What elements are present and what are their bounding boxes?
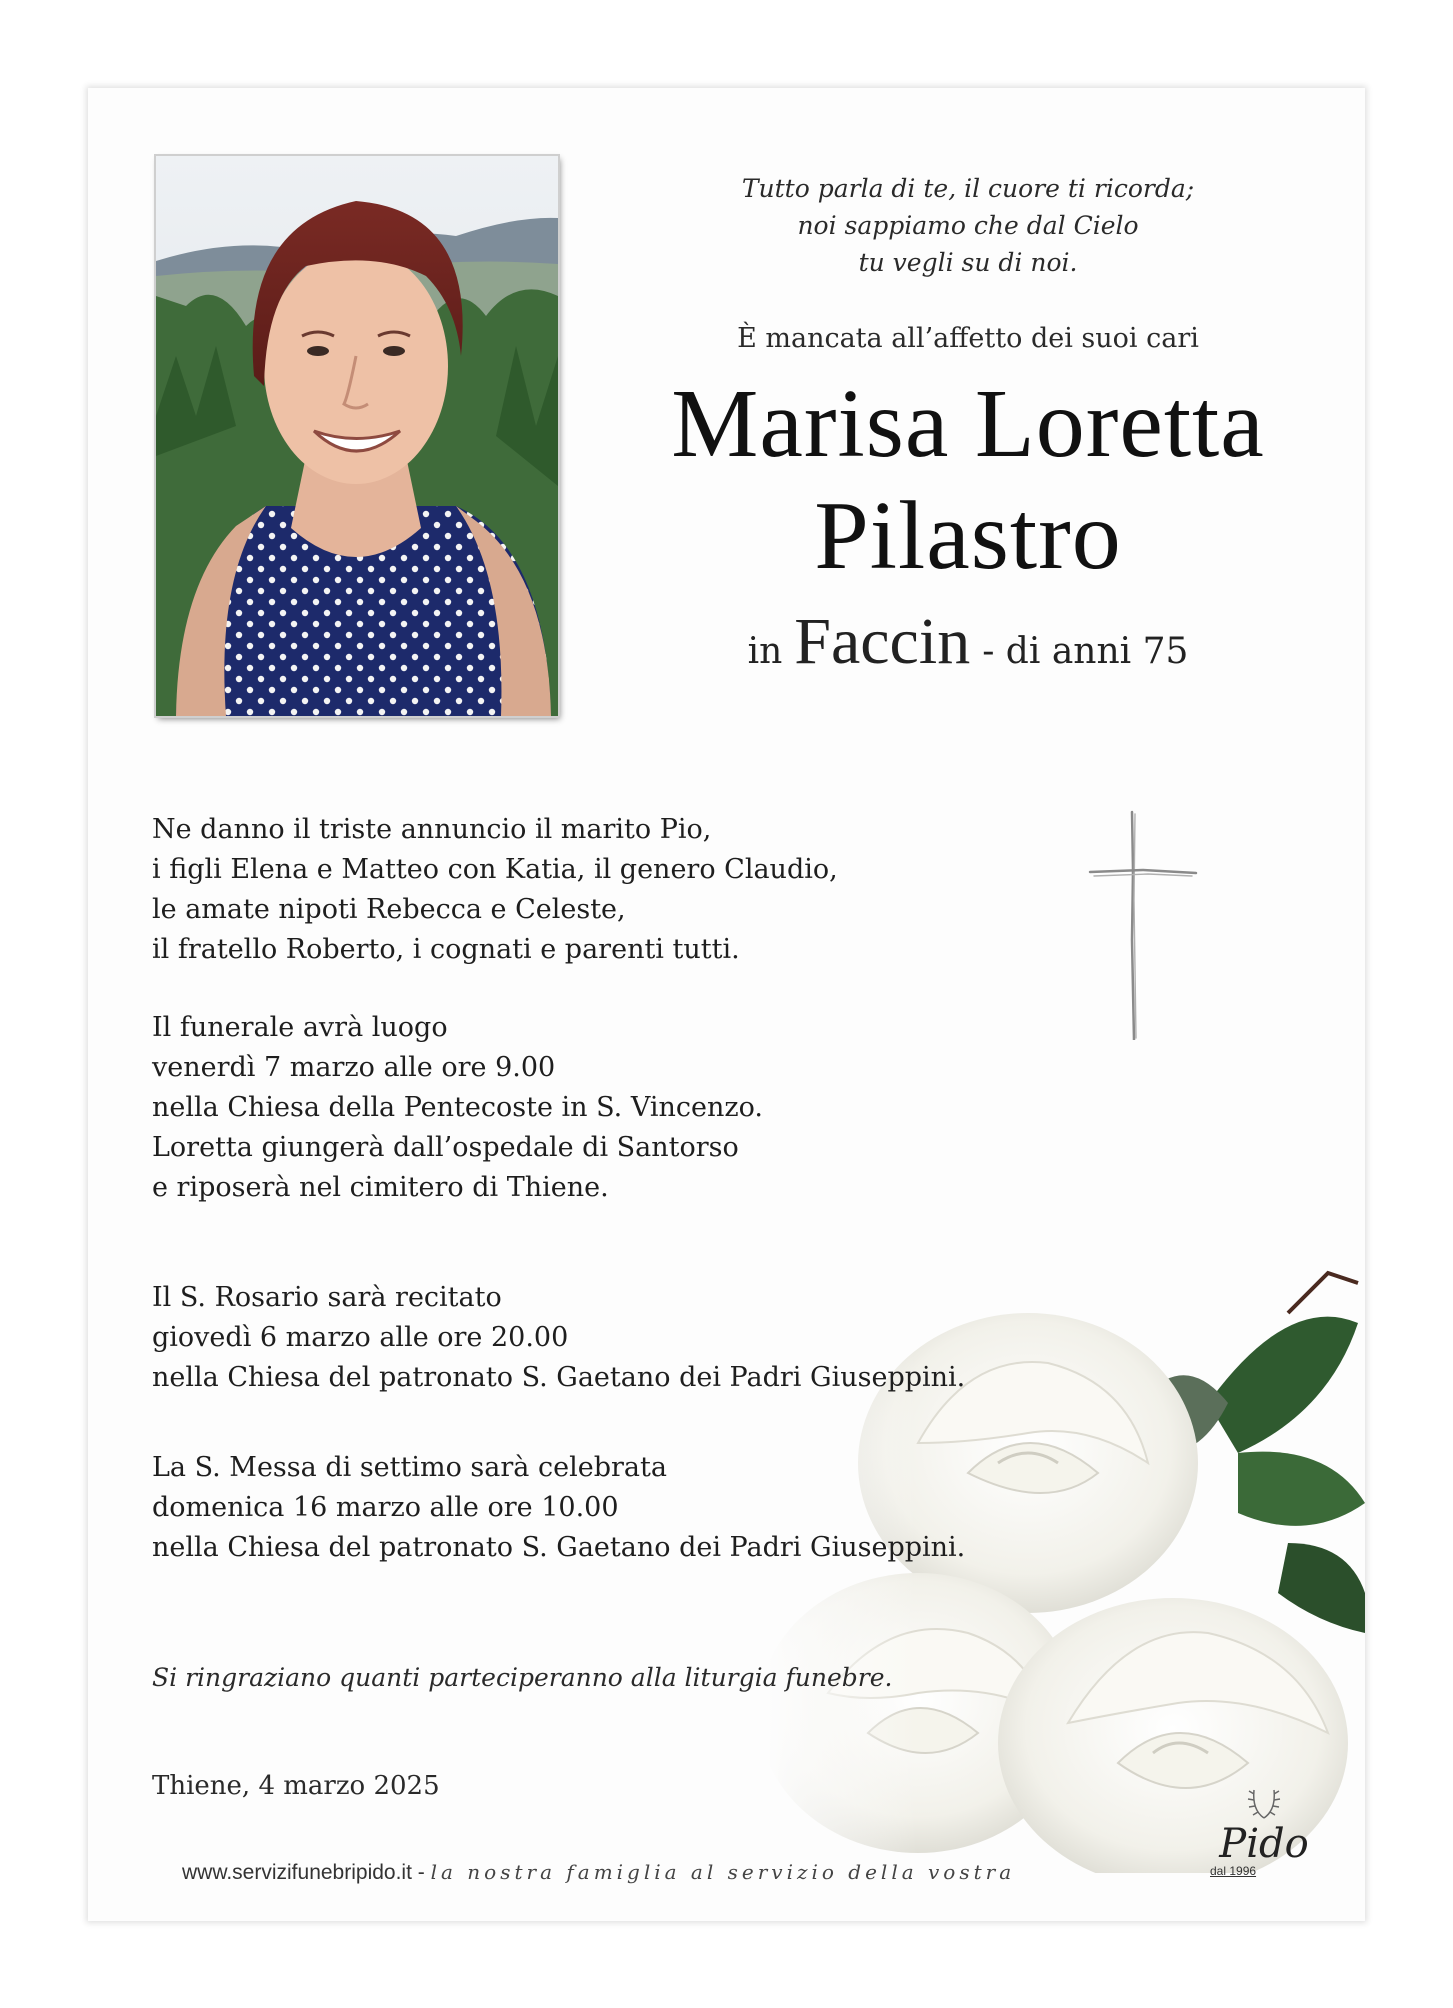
funeral-line: venerdì 7 marzo alle ore 9.00 [152, 1052, 556, 1083]
funeral-line: nella Chiesa della Pentecoste in S. Vincenzo. [152, 1092, 763, 1123]
pido-logo [1204, 1784, 1324, 1878]
mass-line: La S. Messa di settimo sarà celebrata [152, 1452, 667, 1483]
intro-line: È mancata all’affetto dei suoi cari [737, 323, 1199, 354]
mass-paragraph [152, 1448, 965, 1568]
funeral-line: e riposerà nel cimitero di Thiene. [152, 1172, 609, 1203]
rosary-line: nella Chiesa del patronato S. Gaetano dei Padri Giuseppini. [152, 1362, 966, 1393]
announcement-line: Ne danno il triste annuncio il marito Pio, [152, 814, 712, 845]
rosary-paragraph [152, 1278, 965, 1398]
footer [182, 1860, 1015, 1885]
place-date: Thiene, 4 marzo 2025 [152, 1771, 440, 1801]
funeral-line: Il funerale avrà luogo [152, 1012, 448, 1043]
verse [618, 170, 1318, 281]
married-surname: Faccin [794, 605, 971, 678]
verse-line: noi sappiamo che dal Cielo [797, 211, 1139, 240]
married-name-line [618, 604, 1318, 680]
deceased-first-names: Marisa Loretta [671, 370, 1265, 478]
rosary-line: Il S. Rosario sarà recitato [152, 1282, 502, 1313]
logo-since: dal 1996 [1210, 1864, 1257, 1878]
announcement-line: le amate nipoti Rebecca e Celeste, [152, 894, 626, 925]
header-block [618, 170, 1318, 680]
footer-tagline: la nostra famiglia al servizio della vostra [430, 1860, 1016, 1884]
obituary-sheet [88, 88, 1365, 1921]
announcement-line: il fratello Roberto, i cognati e parenti tutti. [152, 934, 740, 965]
married-prefix: in [747, 631, 783, 672]
footer-website-link[interactable]: www.servizifunebripido.it [182, 1861, 412, 1884]
mass-line: domenica 16 marzo alle ore 10.00 [152, 1492, 619, 1523]
thanks-line: Si ringraziano quanti parteciperanno alla liturgia funebre. [152, 1663, 893, 1692]
funeral-line: Loretta giungerà dall’ospedale di Santorso [152, 1132, 739, 1163]
footer-separator: - [417, 1861, 425, 1884]
logo-name: Pido [1219, 1821, 1309, 1867]
cross-icon [1088, 810, 1198, 1040]
age-text: - di anni 75 [982, 631, 1189, 672]
deceased-surname: Pilastro [814, 482, 1122, 590]
deceased-portrait [156, 156, 558, 716]
funeral-paragraph [152, 1008, 763, 1208]
announcement-paragraph [152, 810, 838, 970]
verse-line: Tutto parla di te, il cuore ti ricorda; [741, 174, 1195, 203]
portrait-image [156, 156, 558, 716]
verse-line: tu vegli su di noi. [858, 248, 1078, 277]
rosary-line: giovedì 6 marzo alle ore 20.00 [152, 1322, 569, 1353]
mass-line: nella Chiesa del patronato S. Gaetano dei Padri Giuseppini. [152, 1532, 966, 1563]
laurel-icon [1244, 1784, 1284, 1820]
announcement-line: i figli Elena e Matteo con Katia, il genero Claudio, [152, 854, 838, 885]
